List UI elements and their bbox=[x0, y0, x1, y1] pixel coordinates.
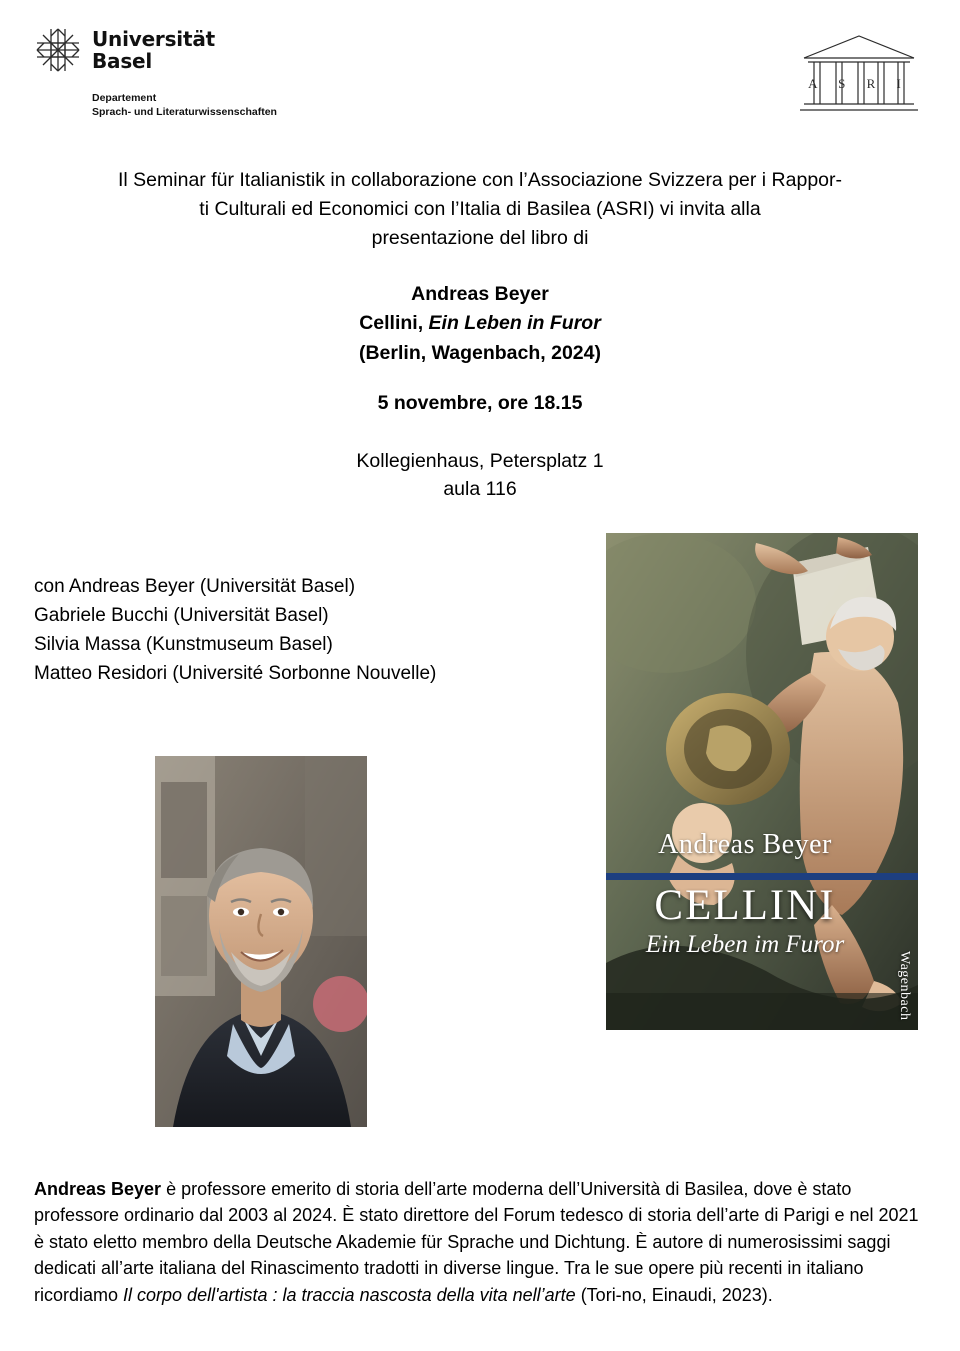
department-line2: Sprach- und Literaturwissenschaften bbox=[92, 105, 277, 118]
biography-name: Andreas Beyer bbox=[34, 1179, 162, 1199]
university-text-block bbox=[92, 26, 277, 119]
event-venue bbox=[40, 447, 920, 504]
book-reference bbox=[40, 280, 920, 368]
department-line1: Departement bbox=[92, 91, 157, 104]
cover-author: Andreas Beyer bbox=[658, 829, 832, 860]
cover-blue-band bbox=[606, 873, 918, 880]
book-title-line bbox=[40, 309, 920, 338]
participant-item: Matteo Residori (Université Sorbonne Nouvelle) bbox=[34, 662, 437, 684]
page-header bbox=[0, 26, 960, 126]
participant-item: con Andreas Beyer (Universität Basel) bbox=[34, 576, 356, 597]
book-imprint: (Berlin, Wagenbach, 2024) bbox=[358, 341, 601, 364]
university-name-line1: Universität bbox=[92, 27, 215, 51]
portrait-photo-icon bbox=[155, 756, 367, 1127]
book-title-italic: Ein Leben in Furor bbox=[428, 312, 601, 335]
cover-title: CELLINI bbox=[654, 882, 836, 929]
biography-text-part2: (Tori-no, Einaudi, 2023). bbox=[575, 1284, 773, 1305]
invitation-line-2: ti Culturali ed Economici con l’Italia di Basilea (ASRI) vi invita alla bbox=[199, 197, 761, 220]
participants-list bbox=[34, 573, 554, 689]
participant-item: Silvia Massa (Kunstmuseum Basel) bbox=[34, 633, 333, 655]
book-title-prefix: Cellini, bbox=[359, 312, 429, 335]
basel-snowflake-logo-icon bbox=[34, 26, 82, 74]
venue-line-1: Kollegienhaus, Petersplatz 1 bbox=[356, 450, 604, 472]
cover-publisher: Wagenbach bbox=[897, 950, 912, 1020]
event-datetime: 5 novembre, ore 18.15 bbox=[377, 392, 583, 414]
cover-subtitle: Ein Leben im Furor bbox=[645, 931, 845, 958]
biography-paragraph bbox=[34, 1176, 930, 1308]
asri-logo-letters: A S R I bbox=[808, 76, 910, 91]
university-logo bbox=[34, 26, 277, 119]
book-cover-image bbox=[606, 533, 918, 1030]
invitation-line-1: Il Seminar für Italianistik in collaborazione con l’Associazione Svizzera per i Rappor- bbox=[118, 169, 842, 191]
venue-line-2: aula 116 bbox=[443, 478, 517, 501]
invitation-text bbox=[40, 166, 920, 253]
university-name-line2: Basel bbox=[92, 49, 153, 74]
portrait-image bbox=[155, 756, 367, 1127]
biography-work-title: Il corpo dell'artista : la traccia nascosta della vita nell’arte bbox=[123, 1284, 576, 1305]
participant-item: Gabriele Bucchi (Universität Basel) bbox=[34, 604, 329, 626]
invitation-line-3: presentazione del libro di bbox=[371, 226, 589, 249]
asri-temple-logo-icon bbox=[800, 32, 918, 118]
book-author: Andreas Beyer bbox=[411, 283, 549, 305]
biography-text-part1: è professore emerito di storia dell’arte moderna dell’Università di Basilea, dove è stato professore ordinario dal 2003 al 2024. È stato direttore del Forum tedesco di storia dell’arte di Parigi e nel 2021 è stato eletto membro della Deutsche Akademie für Sprache und Dichtung. È autore di numerosissimi saggi dedicati all’arte italiana del Rinascimento tradotti in diverse lingue. Tra le sue opere più recenti in italiano ricordiamo bbox=[34, 1179, 919, 1305]
